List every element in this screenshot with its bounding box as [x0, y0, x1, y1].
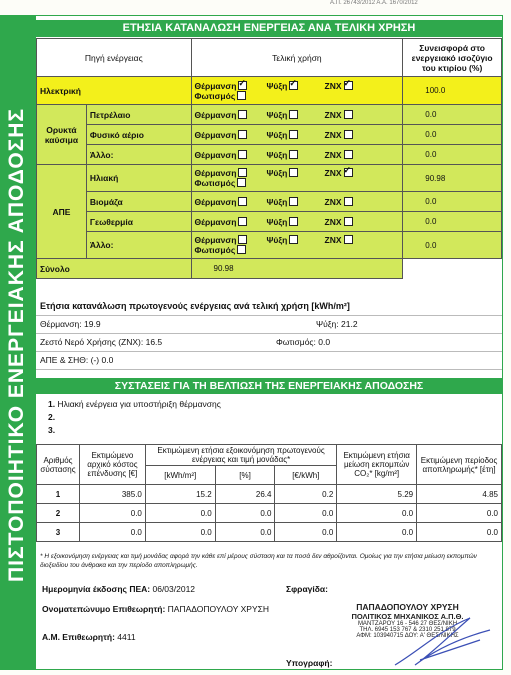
- primary-res-row: ΑΠΕ & ΣΗΘ: (-) 0.0: [36, 352, 502, 370]
- biomass-dhw-checkbox[interactable]: [344, 197, 353, 206]
- recommendation-2: 2.: [48, 412, 56, 422]
- section1-title: ΕΤΗΣΙΑ ΚΑΤΑΝΑΛΩΣΗ ΕΝΕΡΓΕΙΑΣ ΑΝΑ ΤΕΛΙΚΗ ΧΡΗΣΗ: [35, 20, 503, 37]
- gas-heating-checkbox[interactable]: [238, 130, 247, 139]
- biomass-uses: Θέρμανση Ψύξη ΖΝΧ: [191, 192, 403, 212]
- sidebar-band: [0, 15, 35, 670]
- geothermal-dhw-checkbox[interactable]: [344, 217, 353, 226]
- gas-share: 0.0: [403, 125, 502, 145]
- sidebar-title: ΠΙΣΤΟΠΟΙΗΤΙΚΟ ΕΝΕΡΓΕΙΑΚΗΣ ΑΠΟΔΟΣΗΣ: [5, 107, 28, 583]
- primary-lighting-value: 0.0: [318, 337, 331, 347]
- issue-date-value: 06/03/2012: [152, 584, 196, 594]
- inspector-id-value: 4411: [117, 632, 136, 642]
- hdr-savings-eur: [€/kWh]: [275, 466, 337, 485]
- fossil-other-share: 0.0: [403, 145, 502, 165]
- gas-cooling-checkbox[interactable]: [289, 130, 298, 139]
- energy-source-table: [36, 38, 502, 279]
- recommendation-1: 1. Ηλιακή ενέργεια για υποστήριξη θέρμανσης: [48, 399, 221, 409]
- source-fossil-other: Άλλο:: [86, 145, 191, 165]
- solar-lighting-checkbox[interactable]: [237, 178, 246, 187]
- res-other-cooling-checkbox[interactable]: [289, 235, 298, 244]
- oil-heating-checkbox[interactable]: [238, 110, 247, 119]
- res-other-uses: Θέρμανση Ψύξη ΖΝΧ Φωτισμός: [191, 232, 403, 259]
- primary-cooling-value: 21.2: [341, 319, 358, 329]
- solar-heating-checkbox[interactable]: [238, 168, 247, 177]
- source-natural-gas: Φυσικό αέριο: [86, 125, 191, 145]
- inspector-id-row: Α.Μ. Επιθεωρητή: 4411: [42, 632, 136, 642]
- fossil-other-cooling-checkbox[interactable]: [289, 150, 298, 159]
- gas-dhw-checkbox[interactable]: [344, 130, 353, 139]
- source-oil: Πετρέλαιο: [86, 105, 191, 125]
- oil-cooling-checkbox[interactable]: [289, 110, 298, 119]
- electric-uses: Θέρμανση✓ Ψύξη✓ ΖΝΧ✓ Φωτισμός: [191, 77, 403, 105]
- solar-cooling-checkbox[interactable]: [289, 168, 298, 177]
- source-res-other: Άλλο:: [86, 232, 191, 259]
- res-other-share: 0.0: [403, 232, 502, 259]
- total-share: 90.98: [191, 259, 403, 279]
- res-group-label: ΑΠΕ: [37, 165, 87, 259]
- oil-uses: Θέρμανση Ψύξη ΖΝΧ: [191, 105, 403, 125]
- primary-energy-title: Ετήσια κατανάλωση πρωτογενούς ενέργειας ανά τελική χρήση [kWh/m²]: [36, 298, 502, 316]
- inspector-row: Ονοματεπώνυμο Επιθεωρητή: ΠΑΠΑΔΟΠΟΥΛΟΥ ΧΡΥΣΗ: [42, 604, 270, 614]
- hdr-co2: Εκτιμώμενη ετήσια μείωση εκπομπών CO₂* [kg/m²]: [337, 445, 417, 485]
- hdr-payback: Εκτιμώμενη περίοδος αποπληρωμής* [έτη]: [417, 445, 502, 485]
- primary-energy-section: [36, 298, 502, 370]
- inspector-stamp: ΠΑΠΑΔΟΠΟΥΛΟΥ ΧΡΥΣΗ ΠΟΛΙΤΙΚΟΣ ΜΗΧΑΝΙΚΟΣ Α.Π.Θ. ΜΑΝΤΖΑΡΟΥ 16 - 546 27 ΘΕΣ/ΝΙΚΗ ΤΗΛ. 6945 153 767 & 2310 251 879 ΑΦΜ: 103940715 ΔΟΥ: Α' ΘΕΣ/ΝΙΚΗΣ: [351, 602, 464, 639]
- table-row: 3 0.0 0.0 0.0 0.0 0.0 0.0: [37, 523, 502, 542]
- fossil-group-label: Ορυκτά καύσιμα: [37, 105, 87, 165]
- biomass-share: 0.0: [403, 192, 502, 212]
- recommendation-3: 3.: [48, 425, 56, 435]
- primary-heating-row: Θέρμανση: 19.9 Ψύξη: 21.2: [36, 316, 502, 334]
- recommendation-estimates-table: [36, 444, 502, 542]
- issue-date-row: Ημερομηνία έκδοσης ΠΕΑ: 06/03/2012: [42, 584, 196, 594]
- primary-dhw-value: 16.5: [145, 337, 163, 347]
- fossil-other-dhw-checkbox[interactable]: [344, 150, 353, 159]
- geothermal-heating-checkbox[interactable]: [238, 217, 247, 226]
- col-source-header: Πηγή ενέργειας: [37, 39, 192, 77]
- seal-label: Σφραγίδα:: [286, 584, 328, 594]
- primary-dhw-row: Ζεστό Νερό Χρήσης (ΖΝΧ): 16.5 Φωτισμός: 0.0: [36, 334, 502, 352]
- electric-heating-checkbox[interactable]: [238, 81, 247, 90]
- footnote: * Η εξοικονόμηση ενέργειας και τιμή μονάδας αφορά την κάθε επί μέρους σύσταση και τα ποσά δεν αθροίζονται. Ομοίως για την ετήσια μείωση εκπομπών διοξειδίου του άνθρακα και την περίοδο αποπληρωμής.: [40, 553, 477, 569]
- recommendations-list: [36, 398, 502, 437]
- solar-uses: Θέρμανση Ψύξη ΖΝΧ✓ Φωτισμός: [191, 165, 403, 192]
- electric-share: 100.0: [403, 77, 502, 105]
- document-reference: Α.Π. 26743/2012 Α.Α. 1670/2012: [330, 0, 418, 6]
- fossil-other-uses: Θέρμανση Ψύξη ΖΝΧ: [191, 145, 403, 165]
- inspector-name: ΠΑΠΑΔΟΠΟΥΛΟΥ ΧΡΥΣΗ: [167, 604, 270, 614]
- fossil-other-heating-checkbox[interactable]: [238, 150, 247, 159]
- col-use-header: Τελική χρήση: [191, 39, 403, 77]
- solar-dhw-checkbox[interactable]: [344, 168, 353, 177]
- res-other-lighting-checkbox[interactable]: [237, 245, 246, 254]
- hdr-cost: Εκτιμώμενο αρχικό κόστος επένδυσης [€]: [79, 445, 145, 485]
- geothermal-cooling-checkbox[interactable]: [289, 217, 298, 226]
- geothermal-share: 0.0: [403, 212, 502, 232]
- col-share-header: Συνεισφορά στο ενεργειακό ισοζύγιο του κτιρίου (%): [403, 39, 502, 77]
- biomass-cooling-checkbox[interactable]: [289, 197, 298, 206]
- res-other-heating-checkbox[interactable]: [238, 235, 247, 244]
- signature-scribble: [390, 610, 500, 670]
- oil-share: 0.0: [403, 105, 502, 125]
- oil-dhw-checkbox[interactable]: [344, 110, 353, 119]
- biomass-heating-checkbox[interactable]: [238, 197, 247, 206]
- solar-share: 90.98: [403, 165, 502, 192]
- res-other-dhw-checkbox[interactable]: [344, 235, 353, 244]
- gas-uses: Θέρμανση Ψύξη ΖΝΧ: [191, 125, 403, 145]
- electric-dhw-checkbox[interactable]: [344, 81, 353, 90]
- geothermal-uses: Θέρμανση Ψύξη ΖΝΧ: [191, 212, 403, 232]
- source-biomass: Βιομάζα: [86, 192, 191, 212]
- hdr-savings: Εκτιμώμενη ετήσια εξοικονόμηση πρωτογενούς ενέργειας και τιμή μονάδας*: [145, 445, 336, 466]
- primary-res-value: (-) 0.0: [90, 355, 114, 365]
- total-label: Σύνολο: [37, 259, 192, 279]
- table-row: 1 385.0 15.2 26.4 0.2 5.29 4.85: [37, 485, 502, 504]
- table-row: 2 0.0 0.0 0.0 0.0 0.0 0.0: [37, 504, 502, 523]
- source-electric: Ηλεκτρική: [37, 77, 192, 105]
- hdr-savings-pct: [%]: [215, 466, 275, 485]
- source-geothermal: Γεωθερμία: [86, 212, 191, 232]
- electric-lighting-checkbox[interactable]: [237, 91, 246, 100]
- electric-cooling-checkbox[interactable]: [289, 81, 298, 90]
- signature-label: Υπογραφή:: [286, 658, 333, 668]
- source-solar: Ηλιακή: [86, 165, 191, 192]
- hdr-savings-kwh: [kWh/m²]: [145, 466, 215, 485]
- hdr-num: Αριθμός σύστασης: [37, 445, 80, 485]
- primary-heating-value: 19.9: [84, 319, 101, 329]
- section2-title: ΣΥΣΤΑΣΕΙΣ ΓΙΑ ΤΗ ΒΕΛΤΙΩΣΗ ΤΗΣ ΕΝΕΡΓΕΙΑΚΗΣ ΑΠΟΔΟΣΗΣ: [35, 378, 503, 394]
